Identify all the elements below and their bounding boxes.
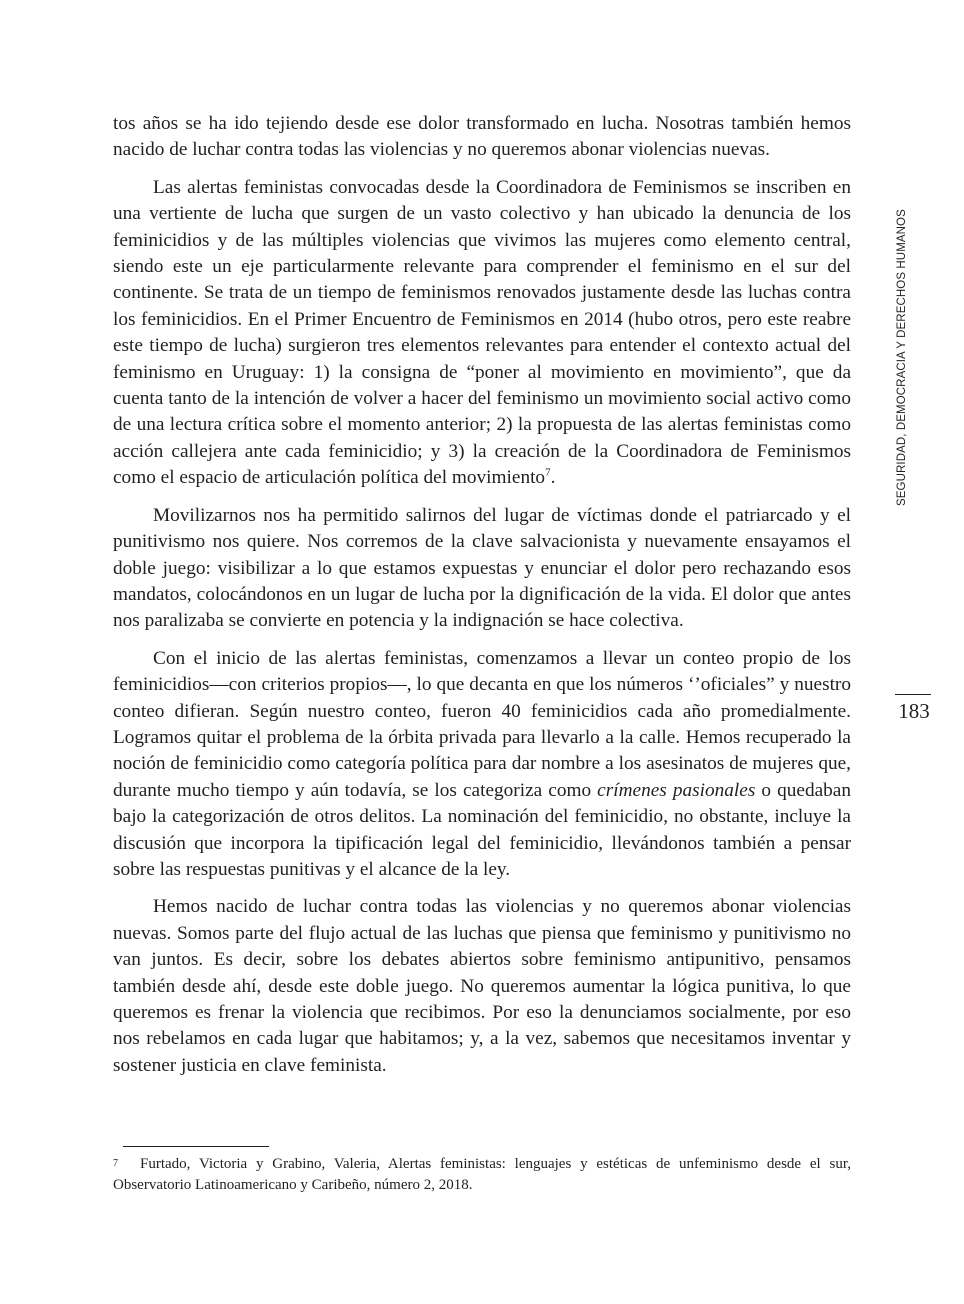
footnote-number: 7 xyxy=(113,1158,118,1169)
paragraph-text: Las alertas feministas convocadas desde la Coordinadora de Feminismos se inscriben en una vertiente de lucha que surgen de un vasto colectivo y han ubicado la denuncia de los feminicidios y de las múltiples violencias que vivimos las mujeres como elemento central, siendo este un eje particularmente relevante para comprender el feminismo en el sur del continente. Se trata de un tiempo de feminismos renovados justamente desde las luchas contra los feminicidios. En el Primer Encuentro de Feminismos en 2014 (hubo otros, pero este reabre este tiempo de lucha) surgieron tres elementos relevantes para entender el contexto actual del feminismo en Uruguay: 1) la consigna de “poner al movimiento en movimiento”, que da cuenta tanto de la intención de volver a hacer del feminismo un movimiento social activo como de una lectura crítica sobre el momento anterior; 2) la propuesta de las alertas feministas como acción callejera ante cada feminicidio; y 3) la creación de la Coordinadora de Feminismos como el espacio de articulación política del movimiento xyxy=(113,176,851,489)
paragraph-text: o quedaban bajo la categorización de otros delitos. La nominación del feminicidio, no obstante, incluye la discusión que incorpora la tipificación legal del feminicidio, llevándonos también a pensar sobre las respuestas punitivas y el alcance de la ley. xyxy=(113,779,851,880)
paragraph-conteo xyxy=(113,646,851,884)
footnote-separator xyxy=(123,1146,269,1147)
italic-term: crímenes pasionales xyxy=(597,779,756,801)
footnote-reference[interactable]: 7 xyxy=(545,466,551,479)
paragraph-alertas-feministas xyxy=(113,175,851,492)
page-number: 183 xyxy=(898,699,930,723)
paragraph-hemos-nacido: Hemos nacido de luchar contra todas las violencias y no queremos abonar violencias nuevas. Somos parte del flujo actual de las luchas que piensa que feminismo y punitivismo no van juntos. Es decir, sobre los debates abiertos sobre feminismo antipunitivo, pensamos también desde ahí, desde este doble juego. No queremos aumentar la lógica punitiva, lo que queremos es frenar la violencia que recibimos. Por eso la denunciamos socialmente, por eso nos rebelamos en cada lugar que habitamos; y, a la vez, sabemos que necesitamos inventar y sostener justicia en clave feminista. xyxy=(113,896,851,1076)
body-text xyxy=(113,111,851,1090)
paragraph-end-punct: . xyxy=(550,467,556,489)
footnote xyxy=(113,1154,851,1196)
page-number-rule xyxy=(895,694,931,695)
paragraph-movilizarnos: Movilizarnos nos ha permitido salirnos del lugar de víctimas donde el patriarcado y el punitivismo nos quiere. Nos corremos de la clave salvacionista y nuevamente ensayamos el doble juego: visibilizar a lo que estamos expuestas y enunciar el dolor pero rechazando esos mandatos, colocándonos en un lugar de lucha por la dignificación de la vida. El dolor que antes nos paralizaba se convierte en potencia y la indignación se hace colectiva. xyxy=(113,504,851,632)
paragraph-text: Con el inicio de las alertas feministas, comenzamos a llevar un conteo propio de los feminicidios—con criterios propios—, lo que decanta en que los números ‘’oficiales” y nuestro conteo difieran. Según nuestro conteo, fueron 40 feminicidios cada año promedialmente. Logramos quitar el problema de la órbita privada para llevarlo a la calle. Hemos recuperado la noción de feminicidio como categoría política para dar nombre a los asesinatos de mujeres que, durante mucho tiempo y aún todavía, se los categoriza como xyxy=(113,647,851,801)
footnote-text: Furtado, Victoria y Grabino, Valeria, Alertas feministas: lenguajes y estéticas de unfeminismo desde el sur, Observatorio Latinoamericano y Caribeño, número 2, 2018. xyxy=(113,1156,851,1193)
running-head: SEGURIDAD, DEMOCRACIA Y DERECHOS HUMANOS xyxy=(896,209,908,506)
paragraph-continuation: tos años se ha ido tejiendo desde ese dolor transformado en lucha. Nosotras también hemos nacido de luchar contra todas las violencias y no queremos abonar violencias nuevas. xyxy=(113,113,851,161)
